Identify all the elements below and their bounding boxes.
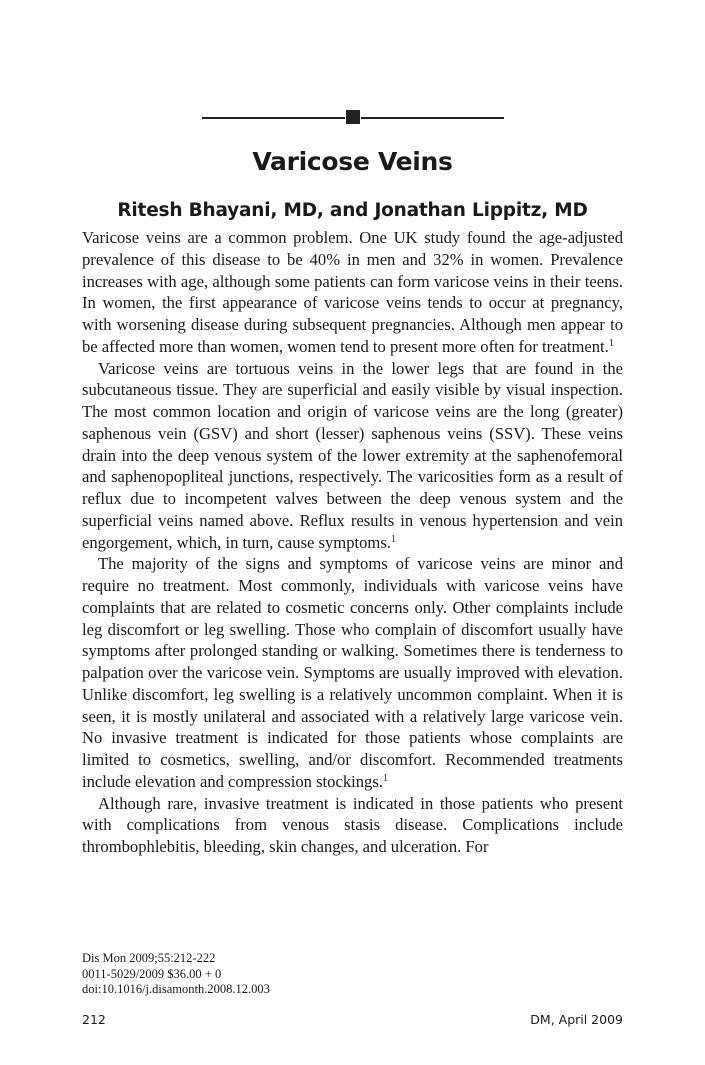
journal-reference: Dis Mon 2009;55:212-222 — [82, 951, 216, 965]
ornament-square-icon — [346, 110, 360, 124]
article-body — [82, 227, 623, 858]
paragraph-1 — [82, 227, 623, 358]
paragraph-text: The majority of the signs and symptoms of varicose veins are minor and require no treatment. Most commonly, individuals with varicose veins have complaints that are related to cosmetic concerns only. Other complaints include leg discomfort or leg swelling. Those who complain of discomfort usually have symptoms after prolonged standing or walking. Sometimes there is tenderness to palpation over the varicose vein. Symptoms are usually improved with elevation. Unlike discomfort, leg swelling is a relatively uncommon complaint. When it is seen, it is mostly unilateral and associated with a relatively large varicose vein. No invasive treatment is indicated for those patients whose complaints are limited to cosmetics, swelling, and/or discomfort. Recommended treatments include elevation and compression stockings. — [82, 554, 623, 791]
article-title: Varicose Veins — [252, 147, 453, 176]
reference-marker[interactable]: 1 — [382, 772, 388, 784]
journal-date: DM, April 2009 — [530, 1012, 623, 1027]
paragraph-2 — [82, 358, 623, 554]
paragraph-text: Although rare, invasive treatment is indicated in those patients who present with complications from venous stasis disease. Complications include thrombophlebitis, bleeding, skin changes, and ulceration. For — [82, 793, 623, 856]
reference-marker[interactable]: 1 — [608, 337, 614, 349]
reference-marker[interactable]: 1 — [390, 533, 396, 545]
ornament-rule-right — [361, 117, 504, 119]
paragraph-text: Varicose veins are tortuous veins in the lower legs that are found in the subcutaneous tissue. They are superficial and easily visible by visual inspection. The most common location and origin of varicose veins are the long (greater) saphenous vein (GSV) and short (lesser) saphenous veins (SSV). These veins drain into the deep venous system of the lower extremity at the saphenofemoral and saphenopopliteal junctions, respectively. The varicosities form as a result of reflux due to incompetent valves between the deep venous system and the superficial veins named above. Reflux results in venous hypertension and vein engorgement, which, in turn, cause symptoms. — [82, 358, 623, 552]
citation-block — [82, 951, 482, 998]
doi-link[interactable]: doi:10.1016/j.disamonth.2008.12.003 — [82, 982, 270, 996]
paragraph-text: Varicose veins are a common problem. One UK study found the age-adjusted prevalence of this disease to be 40% in men and 32% in women. Prevalence increases with age, although some patients can form varicose veins in their teens. In women, the first appearance of varicose veins tends to occur at pregnancy, with worsening disease during subsequent pregnancies. Although men appear to be affected more than women, women tend to present more often for treatment. — [82, 228, 623, 356]
title-ornament — [202, 110, 504, 124]
page-footer — [82, 1012, 623, 1030]
page-number: 212 — [82, 1012, 106, 1027]
issn-price: 0011-5029/2009 $36.00 + 0 — [82, 966, 222, 981]
ornament-rule-left — [202, 117, 345, 119]
paragraph-3 — [82, 553, 623, 792]
paragraph-4 — [82, 793, 623, 858]
article-authors: Ritesh Bhayani, MD, and Jonathan Lippitz, MD — [117, 200, 588, 221]
